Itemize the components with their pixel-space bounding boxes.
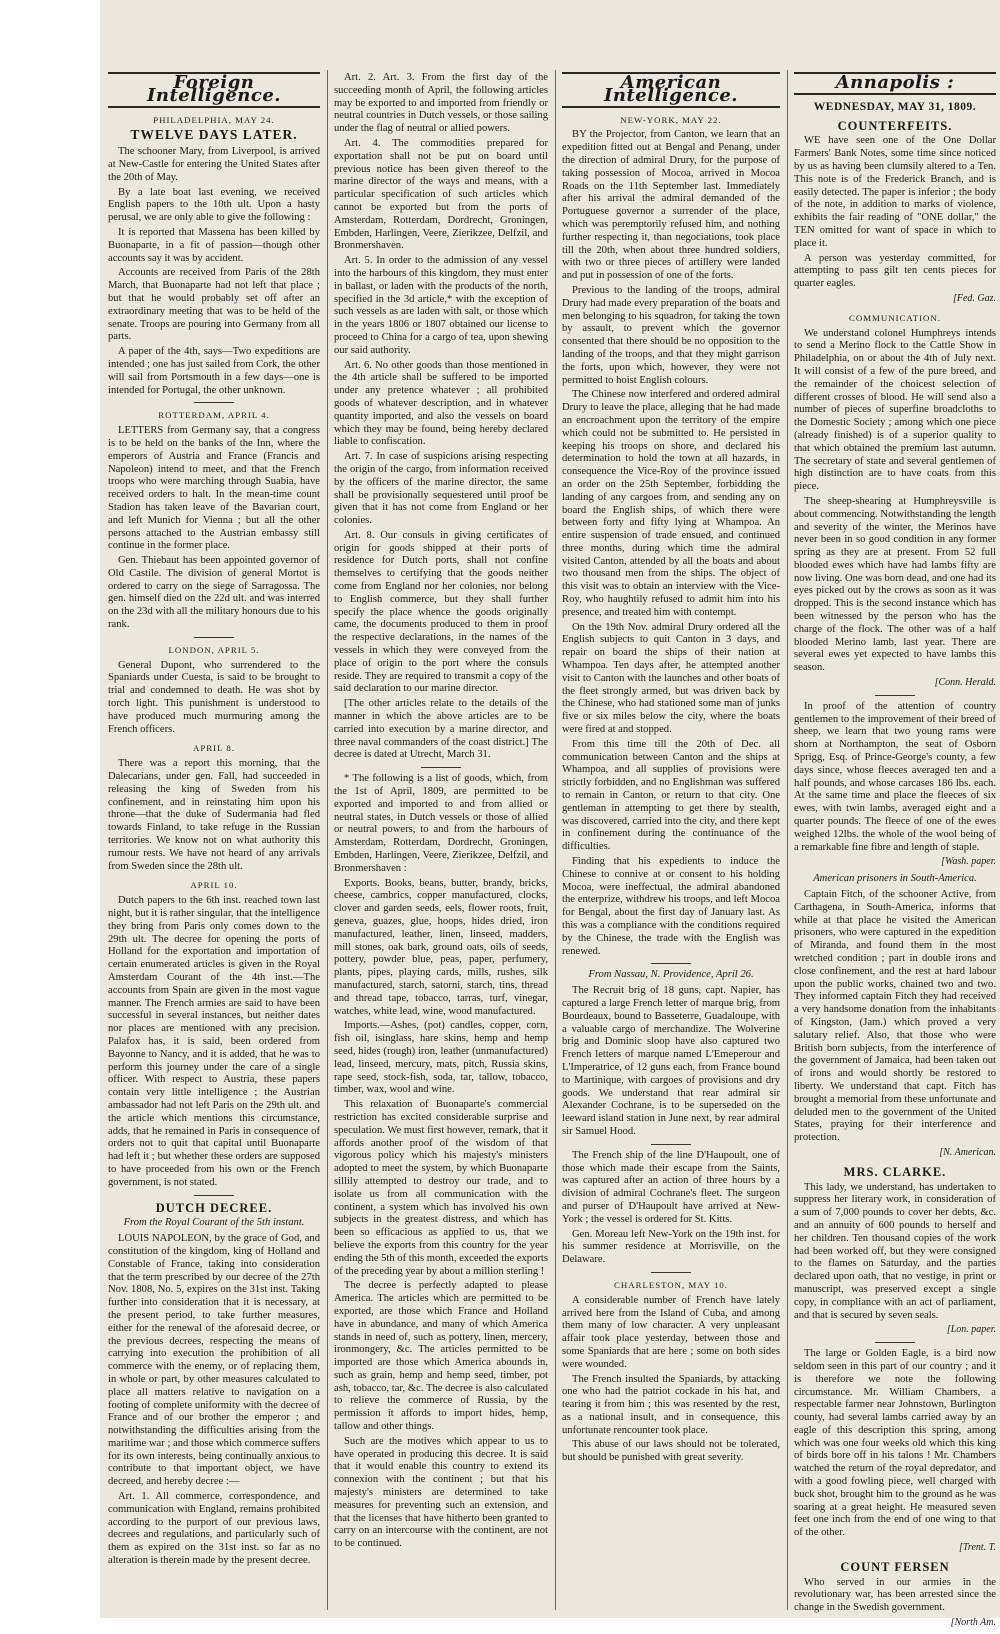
paragraph: We understand colonel Humphreys intends to send a Merino flock to the Cattle Show in Philadelphia, on or about the 4th of July next. It will consist of a few of the pure breed, and the remainder of the choicest selection of different crosses of blood. He will send also a number of pieces of superfine broadcloths to the Domestic Society ; among which one piece (already finished) is of a superior quality to that which obtained the premium last autumn. The secretary of state and several gentlemen of high distinction are to have coats from this piece.: [794, 327, 996, 493]
paragraph: A considerable number of French have lately arrived here from the Island of Cuba, and among them many of low character. A very unpleasant affair took place yesterday, between those and some Spaniards that are here ; some on both sides were wounded.: [562, 1294, 780, 1370]
paragraph: Previous to the landing of the troops, admiral Drury had made every preparation of the boats and men belonging to his squadron, for taking the town by assault, to prevent which the governor consented that there should be no opposition to the landing of the troops, and that they might garrison the forts, upon which, however, they were not permitted to hoist English colours.: [562, 284, 780, 386]
paragraph: Art. 8. Our consuls in giving certificates of origin for goods shipped at their ports of residence for Dutch ports, shall not confine themselves to certifying that the goods neither come from England nor her colonies, nor belong to English commerce, but they shall further specify the place whence the goods originally came, the documents produced to them in proof the respective declarations, in the names of the vessels in which they were conveyed from the place of origin to the port where the consuls reside. They are required to transmit a copy of the said declaration to our marine director.: [334, 529, 548, 695]
article-headline: MRS. CLARKE.: [843, 1164, 947, 1179]
source-credit: [Conn. Herald.: [934, 677, 996, 689]
paragraph: A paper of the 4th, says—Two expeditions are intended ; one has just sailed from Cork, the other will sail from Portsmouth in a few days—one is intended for Portugal, the other unknown.: [108, 346, 320, 396]
dateline: ROTTERDAM, APRIL 4.: [158, 410, 270, 421]
source-credit: [Wash. paper.: [941, 856, 996, 868]
paragraph: Imports.—Ashes, (pot) candles, copper, corn, fish oil, isinglass, hare skins, hemp and hemp seed, hides (rough) iron, leather (unmanufactured) lead, linseed, mercury, mats, pitch, Russia skins, rape seed, stock-fish, soda, tar, tallow, tobacco, timber, wax, wool and wine.: [334, 1020, 548, 1096]
dateline: PHILADELPHIA, MAY 24.: [153, 114, 275, 125]
column-divider: [787, 70, 788, 1610]
divider: [875, 1342, 915, 1343]
paragraph: Art. 6. No other goods than those mentioned in the 4th article shall be suffered to be imported under any pretence whatever ; all prohibited goods of whatever description, and in whatever quantity imported, and also the vessels on board which they may be found, being hereby declared liable to confiscation.: [334, 359, 548, 448]
article-headline: TWELVE DAYS LATER.: [130, 127, 298, 143]
source-credit: [Fed. Gaz.: [952, 292, 996, 304]
paragraph: LOUIS NAPOLEON, by the grace of God, and constitution of the kingdom, king of Holland and Constable of France, taking into consideration that the term prescribed by our decree of the 27th Nov. 1808, No. 5, expires on the 31st inst. Taking further into consideration that it is necessary, at the present period, to take further measures, either for the renewal of the aforesaid decree, or the previous decrees, respecting the means of carrying into execution the prohibition of all commerce with the enemy, or of replacing them, in whole or part, by other measures calculated to place all matters relative to navigation on a footing of complete uniformity with the decree of France and of our brother the emperor ; and notwithstanding the difficulties arising from the maritime war ; and those which commerce suffers for its own interests, being continually anxious to contribute to that important object, we have decreed, and hereby decree :—: [108, 1233, 320, 1488]
dateline: APRIL 10.: [190, 880, 238, 891]
article-headline: DUTCH DECREE.: [155, 1200, 273, 1215]
divider: [421, 767, 461, 768]
dateline: APRIL 8.: [193, 743, 235, 754]
divider: [194, 1195, 234, 1196]
paragraph: WE have seen one of the One Dollar Farmers' Bank Notes, some time since noticed by us as having been clumsily altered to a Ten. This note is of the Frederick Branch, and is easily detected. The paper is inferior ; the body of the note, in addition to marks of violence, exhibits the fair reading of "ONE dollar," the TEN omitted for want of space in which to place it.: [794, 135, 996, 249]
divider: [651, 1272, 691, 1273]
paragraph: Gen. Thiebaut has been appointed governor of Old Castile. The division of general Mortot is ordered to carry on the siege of Sarragossa. The gen. himself died on the 22d ult. and was interred on the 23d with all the military honours due to his rank.: [108, 555, 320, 631]
byline: American prisoners in South-America.: [813, 873, 977, 885]
paragraph: [The other articles relate to the details of the manner in which the above articles are to be carried into execution by a marine director, and three naval commanders of the coast district.] The decree is dated at Utrecht, March 31.: [334, 698, 548, 761]
column-dutch-decree-cont: [330, 72, 552, 1553]
paragraph: Art. 7. In case of suspicions arising respecting the origin of the cargo, from information received by the officers of the marine director, the same shall be provisionally sequestered until proof be given that it has not come from England or her colonies.: [334, 451, 548, 527]
paragraph: The French insulted the Spaniards, by attacking one who had the patriot cockade in his hat, and tearing it from him ; this was resented by the rest, as a national insult, and in consequence, this unfortunate rencounter took place.: [562, 1373, 780, 1436]
paragraph: This lady, we understand, has undertaken to suppress her literary work, in consideration of a sum of 7,000 pounds to cover her debts, &c. and an annuity of 600 pounds to herself and her children. Ten thousand copies of the work had been worked off, but they were consigned to the flames on Saturday, and the parties declared upon oath, that no vestige, in print or manuscript, was preserved except a single copy, in compliance with an act of parliament, and that is secured by seven seals.: [794, 1181, 996, 1321]
paragraph: Accounts are received from Paris of the 28th March, that Buonaparte had not left that place ; but that he would probably set off after an extraordinary meeting that was to be held of the senate. Troops are pouring into Germany from all parts.: [108, 267, 320, 343]
divider: [651, 963, 691, 964]
paragraph: On the 19th Nov. admiral Drury ordered all the English subjects to quit Canton in 3 days, and repair on board the ships of their nation at Whampoa. Ten days after, he attempted another visit to Canton with the launches and other boats of the fleet strongly armed, but was driven back by the Chinese, who had stationed some man of junks five or six miles below the city, where the boats were fired at and stopped.: [562, 621, 781, 736]
paragraph: Art. 1. All commerce, correspondence, and communication with England, remains prohibited according to the purport of our previous laws, decrees and regulations, and particularly such of them as expired on the 31st inst. so far as no alteration is therein made by the present decree.: [108, 1491, 320, 1567]
byline: From the Royal Courant of the 5th instant.: [123, 1217, 305, 1229]
paragraph: It is reported that Massena has been killed by Buonaparte, in a fit of passion—though other accounts say it was by accident.: [108, 226, 320, 264]
issue-date: WEDNESDAY, MAY 31, 1809.: [813, 100, 977, 113]
column-foreign-intelligence: [104, 72, 324, 1570]
section-masthead: Annapolis :: [794, 72, 996, 95]
source-credit: [North Am.: [950, 1617, 996, 1629]
paragraph: Art. 4. The commodities prepared for exportation shall not be put on board until previous notice has been given thereof to the marine director of the ways and means, with a particular specification of such articles which cannot be exported but from the ports of Amsterdam, Rotterdam, Dordrecht, Groningen, Embden, Harlingen, Veere, Zierikzee, Delfzil, and Bronmershaven.: [334, 137, 548, 252]
paragraph: Who served in our armies in the revolutionary war, has been arrested since the change in the Swedish government.: [794, 1576, 996, 1614]
paragraph: Gen. Moreau left New-York on the 19th inst. for his summer residence at Morrisville, on the Delaware.: [562, 1228, 780, 1266]
paragraph: Exports. Books, beans, butter, brandy, bricks, cheese, cambrics, copper manufactured, clocks, clover and garden seeds, eels, flower roots, fruit, geneva, guazes, glue, hoops, hides dried, iron manufactured, leather, linen, linseed, madders, mill stones, oak bark, ground oats, oils of seeds, pottery, powder blue, peas, paper, perfumery, plants, pipes, playing cards, mills, rushes, silk manufactured, starch, satorni, starch, tins, thread and thread tape, tobacco, tarras, turf, vinegar, watches, white lead, wine, wood manufactured.: [334, 877, 548, 1017]
paragraph: Finding that his expedients to induce the Chinese to connive at or consent to his holding Mocoa, were ineffectual, the admiral abandoned the enterprize, withdrew his troops, and left Mocoa for Bengal, about the first day of January last. As this was a compliance with the conditions required by the Chinese, the trade with the English was renewed.: [562, 856, 780, 957]
article-headline: COMMUNICATION.: [849, 312, 941, 323]
paragraph: BY the Projector, from Canton, we learn that an expedition fitted out at Bengal and Penang, under the direction of admiral Drury, for the purpose of taking possession of Mocoa, arrived in Mocoa Roads on the 11th September last. Immediately after his arrival the admiral demanded of the Portuguese governor a surrender of the place, which was peremptorily refused him, and nothing further respecting it, than negociations, took place till the 20th, when about three hundred soldiers, with two or three pieces of artillery were landed and put in possession of one of the forts.: [562, 129, 780, 282]
divider: [651, 1144, 691, 1145]
paragraph: This relaxation of Buonaparte's commercial restriction has excited considerable surprise and speculation. We must first however, remark, that it affords another proof of the wisdom of that vigorous policy which his majesty's ministers adopted to meet the system, by which Buonaparte sillily attempted to destroy our trade, and to isolate us from all communication with the continent, a system which has involved his own subjects in the greatest distress, and which has been so efficacious as applied to us, that we believe the exports from this country for the year ending the 5th of this month, exceeded the exports of the preceding year by about a million sterling !: [334, 1099, 548, 1277]
source-credit: [Trent. T.: [959, 1542, 996, 1554]
paragraph: The French ship of the line D'Haupoult, one of those which made their escape from the Saints, was captured after an action of three hours by a division of admiral Cochrane's fleet. The surgeon and purser of D'Haupoult have arrived at New-York ; the vessel is ordered for St. Kitts.: [562, 1149, 780, 1225]
paragraph: Dutch papers to the 6th inst. reached town last night, but it is rather singular, that the intelligence they bring from Paris only comes down to the 29th ult. The decree for opening the ports of Holland for the exportation and importation of certain enumerated articles is given in the Royal Amsterdam Courant of the 4th inst.—The accounts from Spain are given in the most vague manner. The French armies are said to have been successful in several instances, but neither dates nor places are mentioned with any precision. Palafox has, it is said, been ordered from Bayonne to Nancy, and it is added, that he was to perform this journey under the care of a single officer. With respect to Austria, these papers contain very little intelligence ; the Austrian ambassador had not left Paris on the 29th ult. and the article which mentions this circumstance, adds, that he remained in Paris in consequence of orders not to quit that capital until Buonaparte had left it ; but whether these orders are supposed to have proceeded from his own or the French government, is not stated.: [108, 895, 320, 1188]
paragraph: * The following is a list of goods, which, from the 1st of April, 1809, are permitted to be exported and imported to and from allied or neutral states, in Dutch vessels or those of allied or neutral powers, to and from the harbours of Amsterdam, Rotterdam, Dordrecht, Groningen, Embden, Harlingen, Veere, Zierikzee, Delfzil, and Bronmershaven :: [334, 773, 548, 874]
column-divider: [555, 70, 556, 1610]
dateline: CHARLESTON, MAY 10.: [614, 1279, 728, 1290]
divider: [875, 695, 915, 696]
source-credit: [N. American.: [939, 1146, 996, 1158]
paragraph: The schooner Mary, from Liverpool, is arrived at New-Castle for entering the United States after the 20th of May.: [108, 146, 320, 183]
byline: From Nassau, N. Providence, April 26.: [588, 969, 754, 981]
paragraph: A person was yesterday committed, for attempting to pass gilt ten cents pieces for quarter eagles.: [794, 252, 996, 290]
paragraph: Such are the motives which appear to us to have operated in producing this decree. It is said that it would enable this country to extend its connexion with the continent ; but that his majesty's ministers are determined to take measures for preventing such an extension, and that the licenses that have hitherto been granted to carry on an intercourse with the continent, are not to be continued.: [334, 1435, 548, 1550]
column-annapolis: [790, 72, 1000, 1634]
left-margin: [0, 0, 100, 1618]
paragraph: LETTERS from Germany say, that a congress is to be held on the banks of the Inn, where the emperors of Austria and France (Francis and Napoleon) intend to meet, and that the French troops who were marching through Suabia, have received orders to halt. In the mean-time count Stadion has taken leave of the Bavarian court, and left Munich for Vienna ; but all the other persons attached to the Austrian embassy still continue in the former place.: [108, 425, 320, 552]
dateline: LONDON, APRIL 5.: [168, 644, 260, 655]
paragraph: From this time till the 20th of Dec. all communication between Canton and the ships at Whampoa, and all supplies of provisions were strictly forbidden, and no Englishman was suffered to remain in Canton, or return to that city. One gentleman in attempting to get there by stealth, was discovered, carried into the city, and there kept in confinement during the continuance of the difficulties.: [562, 738, 780, 853]
section-masthead: American Intelligence.: [562, 72, 780, 108]
paragraph: Art. 5. In order to the admission of any vessel into the harbours of this kingdom, they must enter in ballast, or laden with the products of the north, specified in the 3d article,* with the exception of such vessels as are laden with salt, or those which in the years 1806 or 1807 obtained our license to proceed to China for a cargo of tea, upon shewing our said authority.: [334, 255, 548, 356]
section-masthead: Foreign Intelligence.: [108, 72, 320, 108]
paragraph: General Dupont, who surrendered to the Spaniards under Cuesta, is said to be brought to trial and condemned to death. He was shot by torch light. This punishment is understood to have produced much murmuring among the French officers.: [108, 659, 320, 735]
paragraph: In proof of the attention of country gentlemen to the improvement of their breed of sheep, we learn that two young rams were shorn at Northampton, the seat of Osborn Sprigg, Esq. of Prince-George's county, a few days since, whose fleeces averaged ten and a half pounds, and whose carcases 186 lbs. each. At the same time and place the fleeces of six ewes, with twin lambs, averaged eight and a quarter pounds. The fleece of one of the ewes weighed 12lbs. the whole of the wool being of a remarkable fine fibre and length of staple.: [794, 700, 996, 853]
paragraph: Captain Fitch, of the schooner Active, from Carthagena, in South-America, informs that while at that place he visited the American prisoners, who were captured in the expedition of Miranda, and found them in the most wretched condition ; part in double irons and close confinement, and the rest at hard labour upon the public works, chained two and two. They informed captain Fitch they had received a very handsome donation from the inhabitants of Kingston, (Jam.) which proved a very salutary relief. Also, that those who were British born subjects, from the interference of the government of Jamaica, had been taken out of irons and would shortly be restored to liberty. We understand that capt. Fitch has brought a memorial from these unfortunate and deluded men to the government of the United States, praying for their interference and protection.: [794, 889, 996, 1144]
paragraph: The large or Golden Eagle, is a bird now seldom seen in this part of our country ; and it is therefore we note the following circumstance. Mr. William Chambers, a respectable farmer near Johnstown, Burlington county, had several lambs carried away by an eagle of this description this spring, among which was one four weeks old which this king of birds bore off in his talons ! Mr. Chambers watched the return of the royal depredator, and with a good fowling piece, well charged with buck shot, brought him to the ground as he was soaring at a great height. He measured seven feet one inch from the end of one wing to that of the other.: [794, 1348, 996, 1539]
article-headline: COUNTERFEITS.: [837, 118, 953, 133]
article-headline: COUNT FERSEN: [840, 1559, 950, 1574]
paragraph: The Recruit brig of 18 guns, capt. Napier, has captured a large French letter of marque brig, from Bourdeaux, bound to Basseterre, Guadaloupe, with a valuable cargo of merchandize. The Wolverine brig and Dominic sloop have also captured two French letters of marque named L'Emeperour and L'Imperatrice, of 12 guns each, from France bound to Martinique, with cargoes of provisions and dry goods. We understand that rear admiral sir Alexander Cochrane, is to be superseded on the leeward island station in June next, by rear admiral sir Samuel Hood.: [562, 985, 780, 1137]
dateline: NEW-YORK, MAY 22.: [620, 114, 722, 125]
paragraph: The sheep-shearing at Humphreysville is about commencing. Notwithstanding the length and severity of the winter, the Merinos have never been in so good condition in any former spring as they are at present. From 52 full blooded ewes which have had lambs fifty are now living. One was born dead, and one had its eyes picked out by the crows as soon as it was dropped. This is the second instance which has been witnessed by the person who has the charge of the flock. The other was of a half blooded Merino lamb, last year. There are several ewes yet expected to have lambs this season.: [794, 495, 996, 674]
paragraph: By a late boat last evening, we received English papers to the 10th ult. Upon a hasty perusal, we are only able to give the following :: [108, 186, 320, 224]
column-divider: [327, 70, 328, 1610]
divider: [194, 402, 234, 403]
paragraph: This abuse of our laws should not be tolerated, but should be punished with great severity.: [562, 1439, 780, 1464]
paragraph: There was a report this morning, that the Dalecarians, under gen. Fall, had succeeded in releasing the king of Sweden from his confinement, and in reinstating him upon his throne—that the duke of Sudermania had fled towards Finland, to take refuge in the Russian territories. We know not on what authority this rumour rests. We have not heard of any arrivals from Sweden since the 28th ult.: [108, 758, 320, 872]
divider: [194, 637, 234, 638]
column-american-intelligence: [558, 72, 784, 1467]
source-credit: [Lon. paper.: [946, 1324, 996, 1336]
paragraph: The Chinese now interfered and ordered admiral Drury to leave the place, alleging that he had made an encroachment upon the territory of the empire which could not be submitted to. He persisted in keeping his troops on shore, and declared his determination to hold the town at all hazards, in consequence the Vice-Roy of the province issued an order on the 25th September, forbidding the landing of any cargoes from, and sending any on board the English ships, of which there were between forty and fifty lying at Whampoa. An entire suspension of trade ensued, and continued three months, during which time the admiral visited Canton, attended by all the boats and about two thousand men from the ships. The object of this visit was to obtain an interview with the Vice-Roy, who haughtily refused to admit him into his presence, and treated him with contempt.: [562, 389, 780, 618]
paragraph: Art. 2. Art. 3. From the first day of the succeeding month of April, the following articles may be exported to and imported from friendly or neutral countries in Dutch vessels, or those sailing under the flag of neutral or allied powers.: [334, 72, 548, 135]
paragraph: The decree is perfectly adapted to please America. The articles which are permitted to be exported, are those which France and Holland have in abundance, and many of which America stands in need of, such as pottery, linen, mercery, ironmongery, &c. The articles permitted to be imported are those which America abounds in, such as grain, hemp and hemp seed, timber, pot ash, tobacco, tar, &c. The decree is also calculated to relieve the commerce of Russia, by the permission it affords to import hides, hemp, tallow and other things.: [334, 1280, 548, 1433]
